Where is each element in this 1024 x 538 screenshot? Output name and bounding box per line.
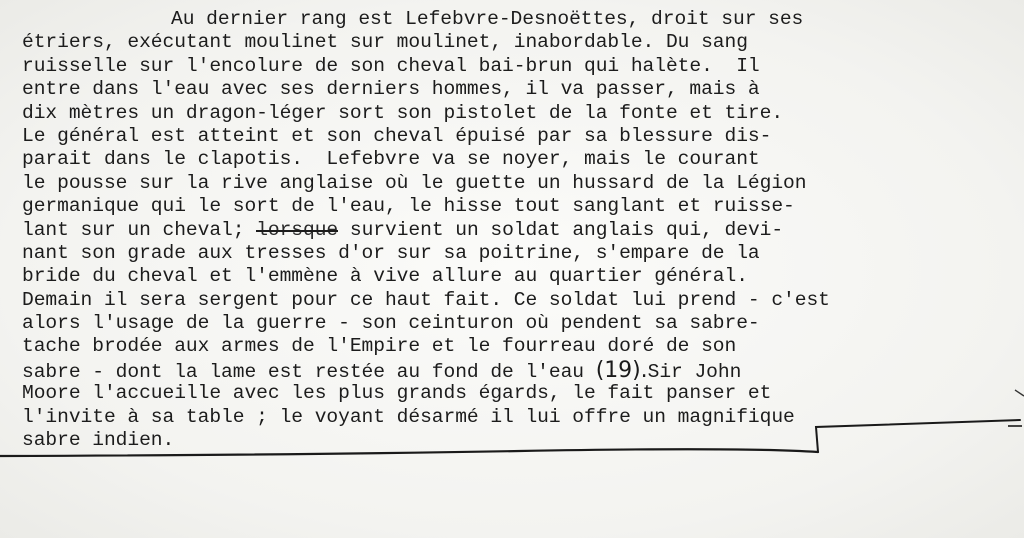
text-line-16: [22, 359, 1022, 382]
boxed-phrase: Sir John: [647, 360, 742, 383]
text-line-7: parait dans le clapotis. Lefebvre va se noyer, mais le courant: [22, 148, 760, 171]
typewritten-paragraph: [22, 8, 1022, 452]
text-line-12: bride du cheval et l'emmène à vive allure au quartier général.: [22, 265, 748, 288]
text-line-1: Au dernier rang est Lefebvre-Desnoëttes, droit sur ses: [171, 8, 804, 30]
text-line-10-start: lant sur un cheval;: [22, 218, 245, 241]
text-line-16-start: sabre - dont la lame est restée au fond de l'eau: [22, 360, 596, 383]
text-line-10: [22, 219, 1022, 242]
text-line-9: germanique qui le sort de l'eau, le hisse tout sanglant et ruisse-: [22, 195, 795, 218]
text-line-11: nant son grade aux tresses d'or sur sa poitrine, s'empare de la: [22, 241, 760, 264]
text-line-17: Moore l'accueille avec les plus grands égards, le fait panser et: [22, 382, 772, 405]
struck-out-word: lorsque: [256, 218, 339, 241]
text-line-15: tache brodée aux armes de l'Empire et le fourreau doré de son: [22, 335, 737, 358]
text-line-13-rest: il sera sergent pour ce haut fait. Ce soldat lui prend - c'est: [92, 288, 830, 311]
corrected-word: Demain: [22, 288, 93, 311]
text-line-19: sabre indien.: [22, 429, 175, 452]
text-line-14: alors l'usage de la guerre - son ceinturon où pendent sa sabre-: [22, 312, 760, 335]
text-line-5: dix mètres un dragon-léger sort son pistolet de la fonte et tire.: [22, 101, 784, 124]
text-line-6: Le général est atteint et son cheval épuisé par sa blessure dis-: [22, 124, 772, 147]
text-line-10-rest: survient un soldat anglais qui, devi-: [338, 218, 784, 241]
text-line-13: [22, 289, 1022, 312]
footnote-reference: (19).: [595, 357, 648, 383]
text-line-3: ruisselle sur l'encolure de son cheval bai-brun qui halète. Il: [22, 54, 760, 77]
text-line-2: étriers, exécutant moulinet sur moulinet, inabordable. Du sang: [22, 31, 748, 54]
text-line-18: l'invite à sa table ; le voyant désarmé il lui offre un magnifique: [22, 405, 795, 428]
text-line-4: entre dans l'eau avec ses derniers hommes, il va passer, mais à: [22, 78, 760, 101]
text-line-8: le pousse sur la rive anglaise où le guette un hussard de la Légion: [22, 171, 807, 194]
